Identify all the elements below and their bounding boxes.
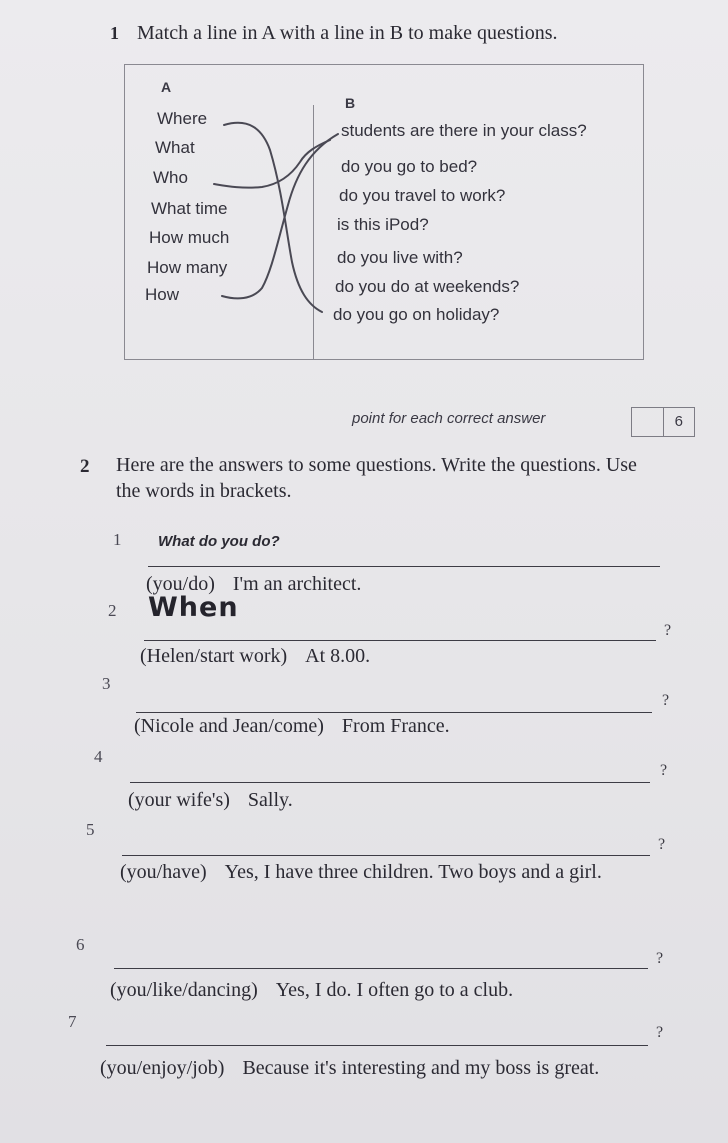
score-entry-cell[interactable]	[632, 408, 664, 436]
score-box	[631, 407, 695, 437]
col-a-item: How	[145, 285, 180, 304]
col-a-item: How much	[149, 228, 230, 247]
given-answer: Because it's interesting and my boss is great.	[242, 1057, 600, 1079]
col-b-item: do you go to bed?	[341, 157, 478, 176]
question-mark: ?	[664, 622, 672, 639]
given-answer: Yes, I do. I often go to a club.	[275, 979, 514, 1001]
given-answer: From France.	[341, 715, 450, 737]
exercise-1-number: 1	[110, 23, 119, 43]
question-mark: ?	[660, 762, 668, 779]
question-mark: ?	[658, 836, 666, 853]
bracket-prompt: (you/like/dancing)	[110, 979, 258, 1001]
bracket-prompt: (you/do)	[146, 573, 215, 595]
bracket-prompt: (Helen/start work)	[140, 645, 288, 667]
given-answer: At 8.00.	[305, 645, 371, 667]
question-mark: ?	[656, 950, 664, 967]
col-a-item: What	[155, 138, 195, 157]
question-number: 2	[108, 601, 117, 620]
answer-line[interactable]	[114, 968, 648, 969]
answer-line[interactable]	[106, 1045, 648, 1046]
given-answer: I'm an architect.	[232, 573, 362, 595]
col-a-item: What time	[151, 199, 228, 218]
bracket-prompt: (you/have)	[120, 861, 207, 883]
exercise-1-heading	[110, 22, 558, 45]
question-cue	[110, 976, 680, 1004]
answer-line[interactable]	[148, 566, 660, 567]
exercise-1-instruction: Match a line in A with a line in B to make questions.	[137, 22, 558, 44]
col-b-item: do you do at weekends?	[335, 277, 520, 296]
bracket-prompt: (your wife's)	[128, 789, 230, 811]
col-a-item: How many	[147, 258, 228, 277]
question-number: 4	[94, 747, 103, 766]
col-a-item: Who	[153, 168, 188, 187]
bracket-prompt: (you/enjoy/job)	[100, 1057, 225, 1079]
question-number: 1	[113, 530, 122, 549]
question-mark: ?	[662, 692, 670, 709]
handwritten-answer[interactable]: When	[148, 592, 239, 623]
question-cue	[134, 712, 694, 740]
question-cue	[140, 642, 700, 670]
question-number: 3	[102, 674, 111, 693]
exercise-2-instruction: Here are the answers to some questions. Write the questions. Use the words in brackets.	[116, 454, 637, 502]
col-b-item: do you travel to work?	[339, 186, 506, 205]
matching-table	[124, 64, 644, 360]
answer-line[interactable]	[144, 640, 656, 641]
question-cue	[100, 1054, 660, 1082]
given-answer: Yes, I have three children. Two boys and a girl.	[224, 861, 602, 883]
column-b-heading: B	[345, 95, 356, 111]
col-b-item: is this iPod?	[337, 215, 429, 234]
col-b-item: students are there in your class?	[341, 121, 587, 140]
answer-line[interactable]	[130, 782, 650, 783]
question-number: 7	[68, 1012, 77, 1031]
question-cue	[128, 786, 688, 814]
score-total: 6	[674, 413, 683, 430]
col-b-item: do you live with?	[337, 248, 463, 267]
given-answer: Sally.	[247, 789, 293, 811]
answer-line[interactable]	[122, 855, 650, 856]
col-a-item: Where	[157, 109, 208, 128]
bracket-prompt: (Nicole and Jean/come)	[134, 715, 324, 737]
question-cue	[120, 858, 670, 886]
points-label: point for each correct answer	[352, 410, 546, 427]
column-a-heading: A	[161, 79, 172, 95]
question-number: 6	[76, 935, 85, 954]
written-answer[interactable]: What do you do?	[158, 533, 280, 550]
question-mark: ?	[656, 1024, 664, 1041]
question-number: 5	[86, 820, 95, 839]
column-divider	[313, 105, 314, 359]
exercise-2-number: 2	[80, 456, 90, 477]
col-b-item: do you go on holiday?	[333, 305, 500, 324]
